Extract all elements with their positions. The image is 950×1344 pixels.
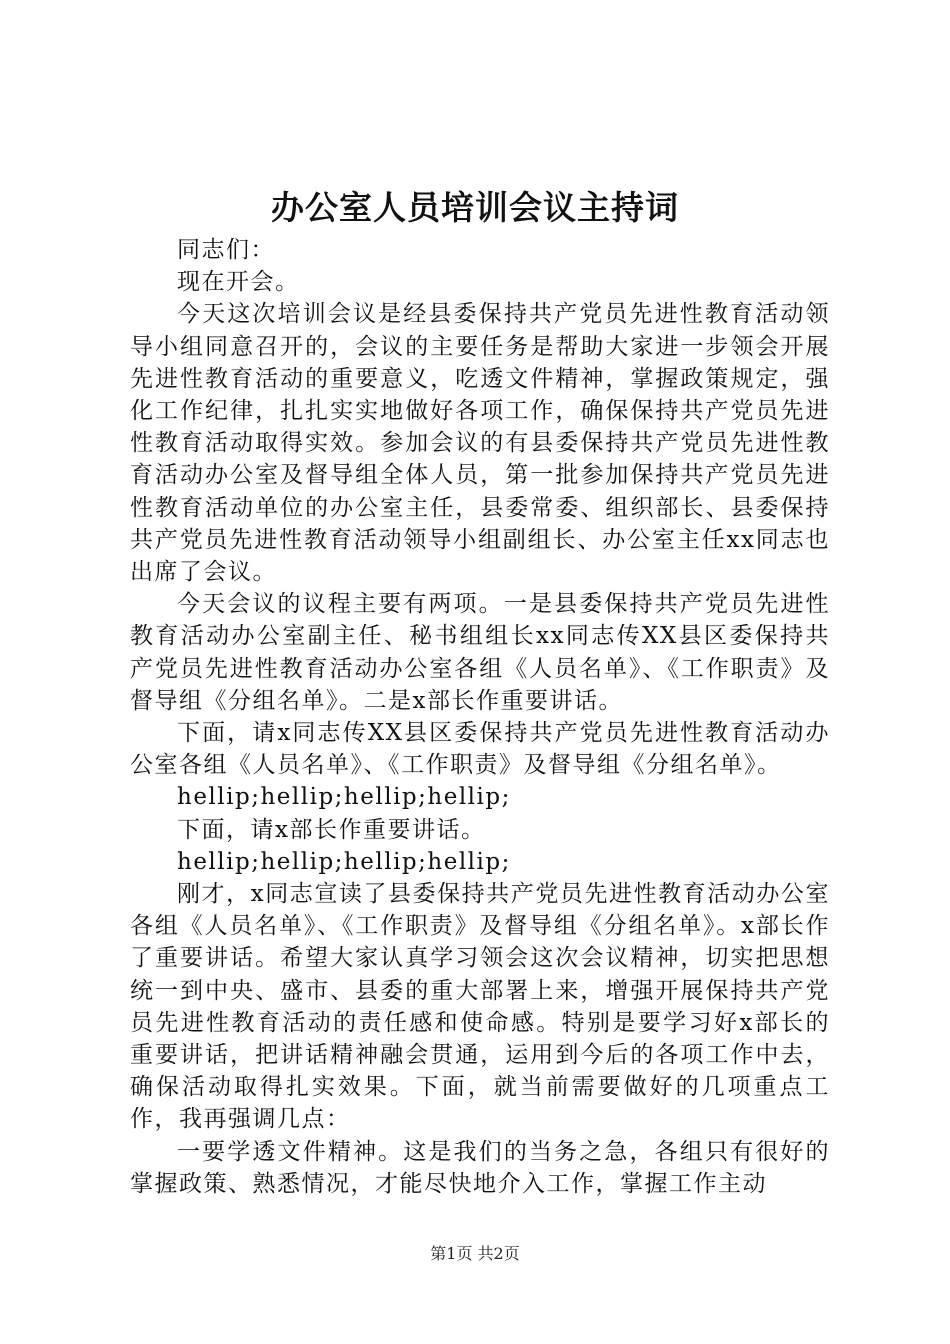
paragraph-point-one: 一要学透文件精神。这是我们的当务之急，各组只有很好的掌握政策、熟悉情况，才能尽快地介入工作，掌握工作主动 (130, 1138, 830, 1197)
paragraph-ellipsis: hellip;hellip;hellip;hellip; (177, 784, 511, 811)
paragraph-salutation: 同志们： (177, 237, 275, 263)
paragraph-invite-reading: 下面，请x同志传XX县区委保持共产党员先进性教育活动办公室各组《人员名单》、《工作职责》及督导组《分组名单》。 (130, 720, 830, 779)
paragraph-invite-speech: 下面，请x部长作重要讲话。 (177, 816, 486, 843)
paragraph-summary: 刚才，x同志宣读了县委保持共产党员先进性教育活动办公室各组《人员名单》、《工作职责》及督导组《分组名单》。x部长作了重要讲话。希望大家认真学习领会这次会议精神，切实把思想统一到中央、盛市、县委的重大部署上来，增强开展保持共产党员先进性教育活动的责任感和使命感。特别是要学习好x部长的重要讲话，把讲话精神融会贯通，运用到今后的各项工作中去，确保活动取得扎实效果。下面，就当前需要做好的几项重点工作，我再强调几点： (130, 881, 830, 1133)
paragraph-agenda: 今天会议的议程主要有两项。一是县委保持共产党员先进性教育活动办公室副主任、秘书组组长xx同志传XX县区委保持共产党员先进性教育活动办公室各组《人员名单》、《工作职责》及督导组《分组名单》。二是x部长作重要讲话。 (130, 591, 830, 714)
document-body (130, 234, 830, 1200)
paragraph-opening: 现在开会。 (177, 269, 300, 296)
paragraph-ellipsis: hellip;hellip;hellip;hellip; (177, 848, 511, 875)
document-title: 办公室人员培训会议主持词 (271, 188, 679, 227)
page-number: 第1页 共2页 (430, 1244, 520, 1263)
paragraph-meeting-purpose: 今天这次培训会议是经县委保持共产党员先进性教育活动领导小组同意召开的，会议的主要任务是帮助大家进一步领会开展先进性教育活动的重要意义，吃透文件精神，掌握政策规定，强化工作纪律，扎扎实实地做好各项工作，确保保持共产党员先进性教育活动取得实效。参加会议的有县委保持共产党员先进性教育活动办公室及督导组全体人员，第一批参加保持共产党员先进性教育活动单位的办公室主任，县委常委、组织部长、县委保持共产党员先进性教育活动领导小组副组长、办公室主任xx同志也出席了会议。 (130, 301, 830, 586)
